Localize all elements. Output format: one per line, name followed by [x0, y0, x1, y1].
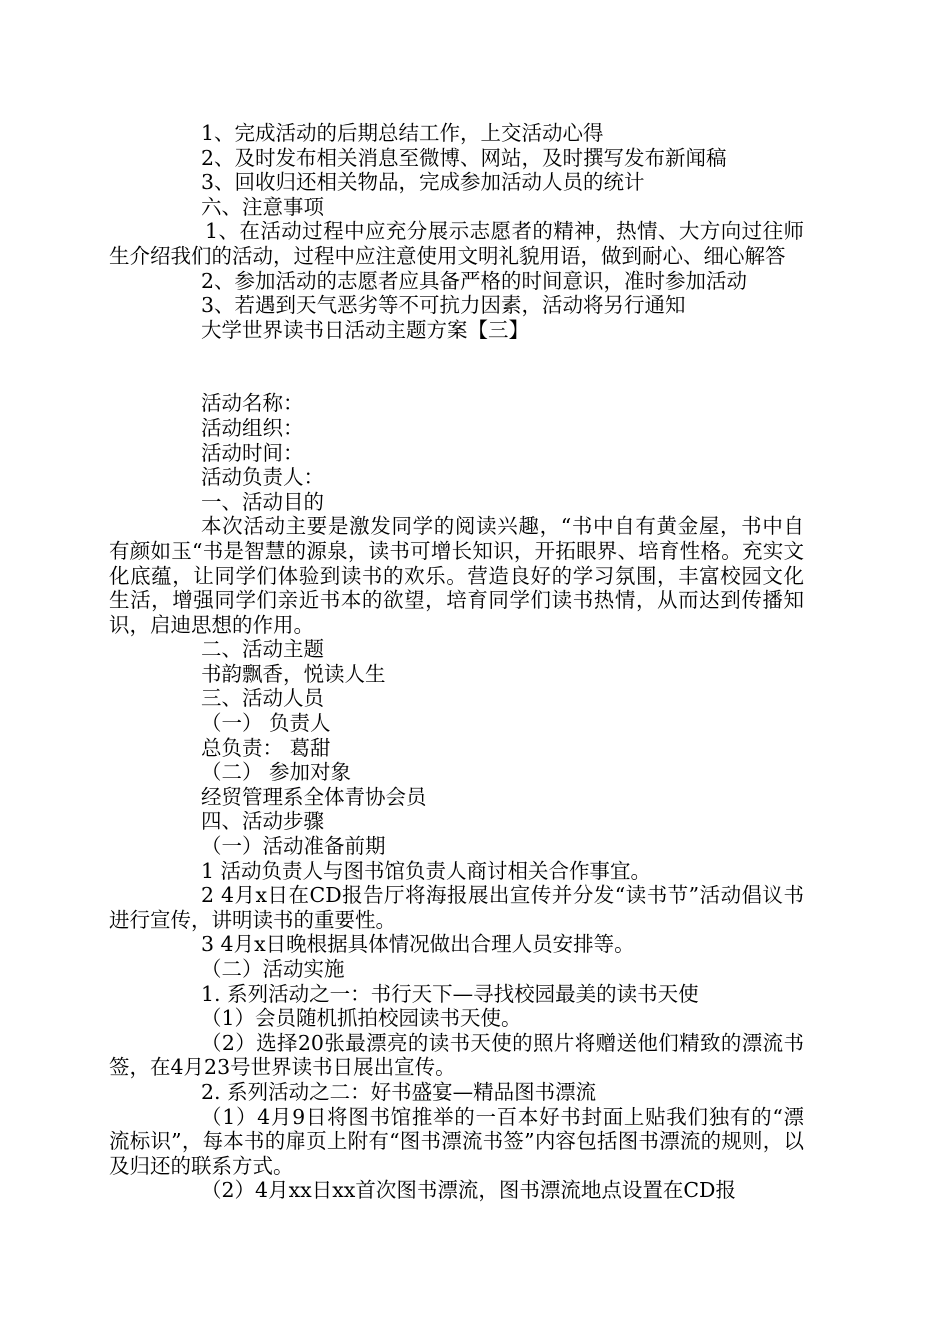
paragraph: 本次活动主要是激发同学的阅读兴趣，“书中自有黄金屋，书中自有颜如玉“书是智慧的源泉，读书可增长知识，开拓眼界、培育性格。充实文化底蕴，让同学们体验到读书的欢乐。营造良好的学习氛围，丰富校园文化生活，增强同学们亲近书本的欲望，培育同学们读书热情，从而达到传播知识，启迪思想的作用。: [109, 514, 804, 637]
paragraph: （1）会员随机抓拍校园读书天使。: [201, 1006, 522, 1031]
paragraph: 1、完成活动的后期总结工作，上交活动心得: [201, 121, 604, 145]
paragraph: （一） 负责人: [201, 711, 331, 736]
paragraph: 1. 系列活动之一：书行天下—寻找校园最美的读书天使: [201, 981, 699, 1006]
section-heading: 一、活动目的: [201, 489, 324, 514]
paragraph: 总负责： 葛甜: [201, 735, 331, 760]
paragraph: 经贸管理系全体青协会员: [201, 784, 427, 809]
paragraph: 1 活动负责人与图书馆负责人商讨相关合作事宜。: [201, 858, 652, 883]
field-label: 活动组织：: [201, 415, 304, 440]
blank-line: [154, 342, 804, 391]
paragraph: 3、若遇到天气恶劣等不可抗力因素，活动将另行通知: [201, 293, 686, 318]
field-label: 活动负责人：: [201, 465, 324, 490]
paragraph: 1、在活动过程中应充分展示志愿者的精神，热情、大方向过往师生介绍我们的活动，过程中应注意使用文明礼貌用语，做到耐心、细心解答: [109, 219, 804, 268]
field-label: 活动时间：: [201, 440, 304, 465]
paragraph: 2、参加活动的志愿者应具备严格的时间意识，准时参加活动: [201, 268, 748, 293]
paragraph: （2）选择20张最漂亮的读书天使的照片将赠送他们精致的漂流书签，在4月23号世界读书日展出宣传。: [109, 1030, 804, 1080]
field-label: 活动名称：: [201, 391, 304, 416]
paragraph: （2）4月xx日xx首次图书漂流，图书漂流地点设置在CD报: [201, 1178, 736, 1203]
paragraph: 2、及时发布相关消息至微博、网站，及时撰写发布新闻稿: [201, 145, 727, 170]
paragraph: 2 4月x日在CD报告厅将海报展出宣传并分发“读书节”活动倡议书进行宣传，讲明读书的重要性。: [109, 883, 804, 932]
section-heading: 六、注意事项: [201, 194, 324, 219]
document-title: 大学世界读书日活动主题方案【三】: [201, 317, 529, 342]
document-body: [109, 121, 804, 1203]
paragraph: 3、回收归还相关物品，完成参加活动人员的统计: [201, 170, 645, 195]
section-heading: 二、活动主题: [201, 637, 324, 662]
paragraph: （二）活动实施: [201, 957, 345, 981]
paragraph: （一）活动准备前期: [201, 834, 386, 859]
paragraph: 书韵飘香，悦读人生: [201, 661, 386, 686]
paragraph: （二） 参加对象: [201, 760, 352, 785]
section-heading: 三、活动人员: [201, 686, 324, 711]
paragraph: （1）4月9日将图书馆推举的一百本好书封面上贴我们独有的“漂流标识”，每本书的扉页上附有“图书漂流书签”内容包括图书漂流的规则，以及归还的联系方式。: [109, 1104, 804, 1178]
paragraph: 3 4月x日晚根据具体情况做出合理人员安排等。: [201, 932, 635, 957]
section-heading: 四、活动步骤: [201, 809, 324, 834]
paragraph: 2. 系列活动之二：好书盛宴—精品图书漂流: [201, 1079, 597, 1104]
